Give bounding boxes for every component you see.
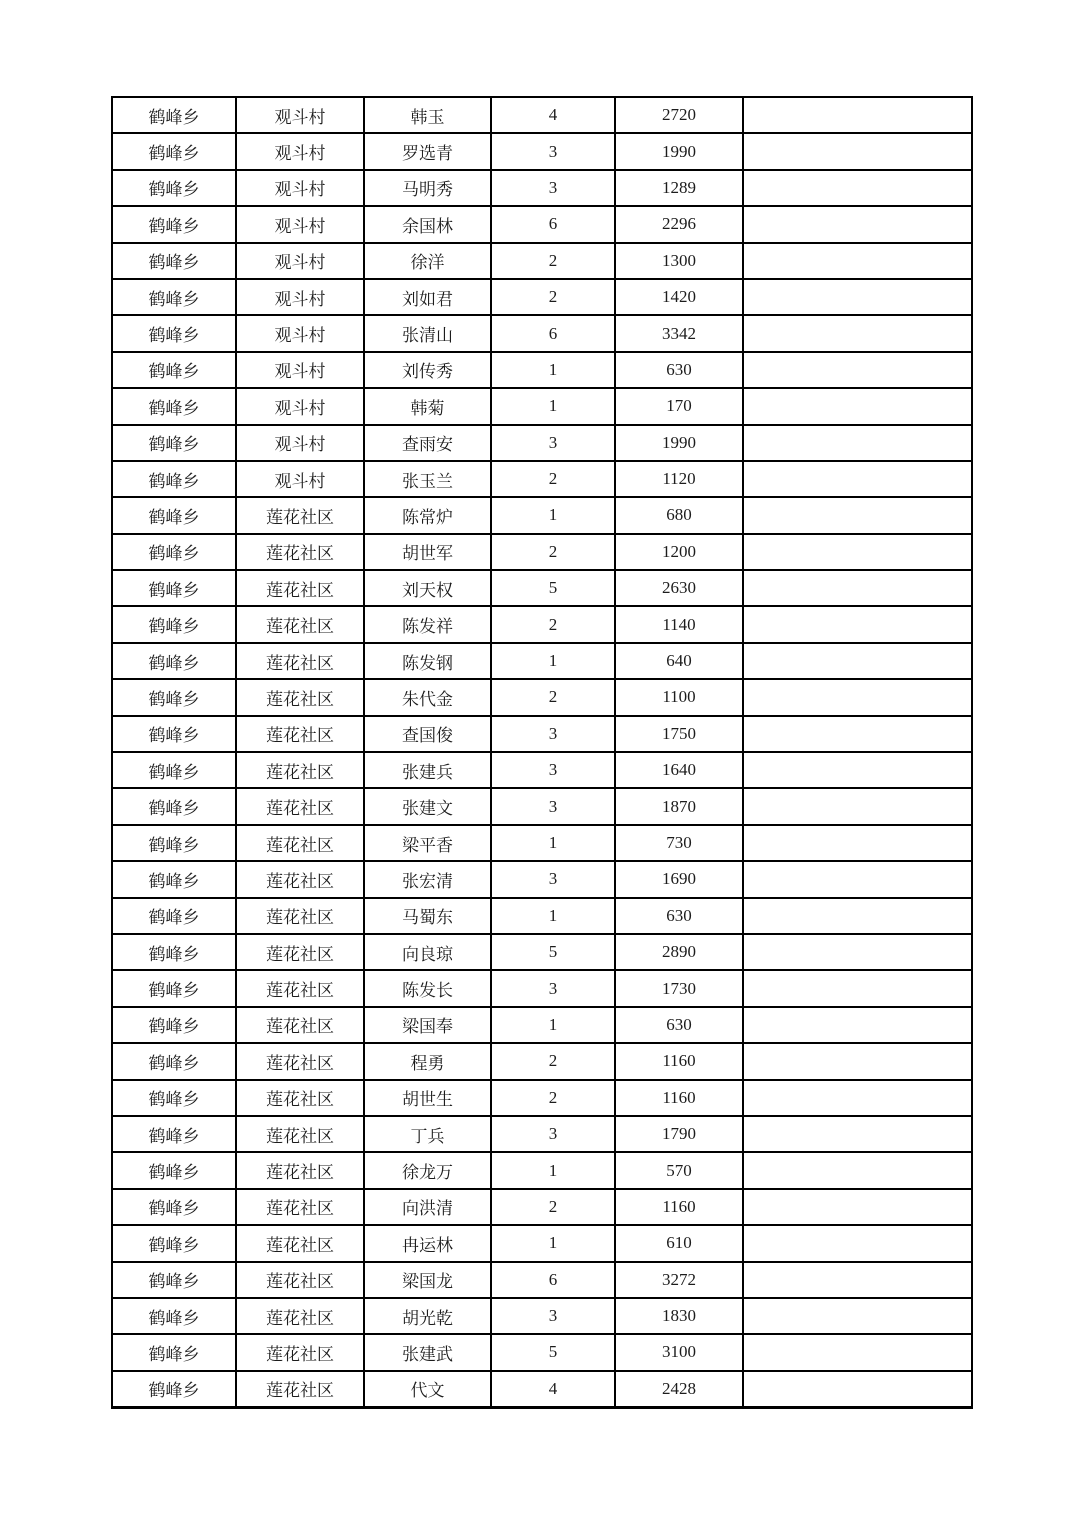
cell-amount: 1200 (615, 534, 743, 570)
cell-note (743, 606, 972, 642)
data-table (111, 96, 973, 1409)
cell-amount: 1420 (615, 279, 743, 315)
cell-count: 6 (491, 1262, 615, 1298)
cell-township: 鹤峰乡 (112, 970, 236, 1006)
cell-township: 鹤峰乡 (112, 97, 236, 133)
cell-village: 莲花社区 (236, 825, 364, 861)
cell-count: 1 (491, 825, 615, 861)
cell-note (743, 679, 972, 715)
cell-village: 观斗村 (236, 243, 364, 279)
cell-note (743, 1152, 972, 1188)
cell-name: 胡世军 (364, 534, 491, 570)
cell-township: 鹤峰乡 (112, 1371, 236, 1408)
cell-amount: 1830 (615, 1298, 743, 1334)
cell-township: 鹤峰乡 (112, 388, 236, 424)
cell-count: 2 (491, 279, 615, 315)
cell-count: 2 (491, 1080, 615, 1116)
cell-township: 鹤峰乡 (112, 1152, 236, 1188)
cell-count: 2 (491, 606, 615, 642)
cell-note (743, 206, 972, 242)
cell-note (743, 534, 972, 570)
cell-name: 张玉兰 (364, 461, 491, 497)
cell-village: 观斗村 (236, 352, 364, 388)
cell-name: 刘如君 (364, 279, 491, 315)
cell-amount: 570 (615, 1152, 743, 1188)
table-row (112, 825, 972, 861)
cell-township: 鹤峰乡 (112, 752, 236, 788)
cell-name: 程勇 (364, 1043, 491, 1079)
table-row (112, 1080, 972, 1116)
cell-amount: 1160 (615, 1080, 743, 1116)
cell-name: 向洪清 (364, 1189, 491, 1225)
cell-amount: 3342 (615, 315, 743, 351)
cell-amount: 1160 (615, 1189, 743, 1225)
cell-count: 5 (491, 570, 615, 606)
cell-count: 1 (491, 352, 615, 388)
cell-count: 2 (491, 243, 615, 279)
cell-township: 鹤峰乡 (112, 315, 236, 351)
cell-township: 鹤峰乡 (112, 1225, 236, 1261)
cell-name: 余国林 (364, 206, 491, 242)
cell-village: 莲花社区 (236, 861, 364, 897)
table-row (112, 1334, 972, 1370)
cell-village: 莲花社区 (236, 752, 364, 788)
cell-count: 2 (491, 534, 615, 570)
cell-note (743, 570, 972, 606)
cell-note (743, 279, 972, 315)
cell-amount: 1990 (615, 133, 743, 169)
cell-village: 莲花社区 (236, 1334, 364, 1370)
cell-note (743, 825, 972, 861)
cell-amount: 1990 (615, 425, 743, 461)
cell-note (743, 716, 972, 752)
cell-amount: 3100 (615, 1334, 743, 1370)
cell-amount: 630 (615, 352, 743, 388)
cell-name: 梁平香 (364, 825, 491, 861)
cell-township: 鹤峰乡 (112, 170, 236, 206)
cell-name: 张建文 (364, 788, 491, 824)
cell-township: 鹤峰乡 (112, 279, 236, 315)
cell-name: 张建兵 (364, 752, 491, 788)
cell-name: 马明秀 (364, 170, 491, 206)
cell-note (743, 133, 972, 169)
cell-count: 4 (491, 97, 615, 133)
cell-township: 鹤峰乡 (112, 898, 236, 934)
cell-village: 莲花社区 (236, 534, 364, 570)
cell-township: 鹤峰乡 (112, 352, 236, 388)
cell-note (743, 461, 972, 497)
cell-note (743, 1225, 972, 1261)
cell-count: 1 (491, 1007, 615, 1043)
cell-amount: 2296 (615, 206, 743, 242)
cell-village: 莲花社区 (236, 1298, 364, 1334)
cell-township: 鹤峰乡 (112, 1189, 236, 1225)
cell-note (743, 1043, 972, 1079)
cell-note (743, 934, 972, 970)
table-row (112, 1007, 972, 1043)
cell-amount: 1300 (615, 243, 743, 279)
cell-township: 鹤峰乡 (112, 643, 236, 679)
cell-note (743, 1007, 972, 1043)
cell-count: 3 (491, 752, 615, 788)
table-row (112, 643, 972, 679)
table-row (112, 934, 972, 970)
cell-township: 鹤峰乡 (112, 534, 236, 570)
cell-village: 莲花社区 (236, 934, 364, 970)
cell-note (743, 315, 972, 351)
cell-township: 鹤峰乡 (112, 206, 236, 242)
cell-name: 冉运林 (364, 1225, 491, 1261)
cell-name: 张清山 (364, 315, 491, 351)
cell-township: 鹤峰乡 (112, 1080, 236, 1116)
table-row (112, 570, 972, 606)
cell-township: 鹤峰乡 (112, 716, 236, 752)
cell-note (743, 1371, 972, 1408)
cell-village: 观斗村 (236, 388, 364, 424)
cell-amount: 1750 (615, 716, 743, 752)
cell-village: 莲花社区 (236, 716, 364, 752)
cell-township: 鹤峰乡 (112, 934, 236, 970)
cell-name: 向良琼 (364, 934, 491, 970)
cell-name: 查雨安 (364, 425, 491, 461)
cell-village: 莲花社区 (236, 1189, 364, 1225)
cell-amount: 1640 (615, 752, 743, 788)
cell-note (743, 425, 972, 461)
cell-amount: 630 (615, 1007, 743, 1043)
cell-amount: 2890 (615, 934, 743, 970)
cell-count: 3 (491, 425, 615, 461)
cell-note (743, 170, 972, 206)
cell-note (743, 898, 972, 934)
cell-village: 莲花社区 (236, 643, 364, 679)
cell-amount: 1120 (615, 461, 743, 497)
cell-note (743, 388, 972, 424)
cell-amount: 1100 (615, 679, 743, 715)
cell-village: 观斗村 (236, 170, 364, 206)
table-row (112, 679, 972, 715)
cell-note (743, 1116, 972, 1152)
cell-count: 4 (491, 1371, 615, 1408)
cell-township: 鹤峰乡 (112, 1043, 236, 1079)
cell-note (743, 1334, 972, 1370)
table-row (112, 716, 972, 752)
cell-amount: 730 (615, 825, 743, 861)
cell-count: 5 (491, 1334, 615, 1370)
cell-note (743, 97, 972, 133)
cell-township: 鹤峰乡 (112, 133, 236, 169)
cell-amount: 3272 (615, 1262, 743, 1298)
table-row (112, 133, 972, 169)
cell-name: 陈发钢 (364, 643, 491, 679)
cell-count: 3 (491, 1116, 615, 1152)
cell-village: 观斗村 (236, 97, 364, 133)
cell-amount: 1870 (615, 788, 743, 824)
cell-note (743, 752, 972, 788)
table-row (112, 606, 972, 642)
cell-amount: 640 (615, 643, 743, 679)
table-row (112, 1225, 972, 1261)
cell-township: 鹤峰乡 (112, 570, 236, 606)
cell-note (743, 861, 972, 897)
cell-note (743, 1262, 972, 1298)
cell-amount: 1690 (615, 861, 743, 897)
cell-name: 韩玉 (364, 97, 491, 133)
cell-name: 胡世生 (364, 1080, 491, 1116)
cell-village: 莲花社区 (236, 1080, 364, 1116)
cell-township: 鹤峰乡 (112, 679, 236, 715)
cell-village: 观斗村 (236, 133, 364, 169)
table-row (112, 1043, 972, 1079)
cell-note (743, 1298, 972, 1334)
cell-count: 6 (491, 206, 615, 242)
cell-name: 张宏清 (364, 861, 491, 897)
cell-township: 鹤峰乡 (112, 606, 236, 642)
cell-count: 2 (491, 1043, 615, 1079)
cell-note (743, 1080, 972, 1116)
cell-village: 莲花社区 (236, 1262, 364, 1298)
cell-township: 鹤峰乡 (112, 1334, 236, 1370)
cell-township: 鹤峰乡 (112, 861, 236, 897)
cell-name: 罗选青 (364, 133, 491, 169)
cell-village: 莲花社区 (236, 606, 364, 642)
cell-note (743, 1189, 972, 1225)
cell-count: 1 (491, 898, 615, 934)
cell-count: 2 (491, 1189, 615, 1225)
table-row (112, 1152, 972, 1188)
table-row (112, 534, 972, 570)
cell-note (743, 352, 972, 388)
cell-township: 鹤峰乡 (112, 1007, 236, 1043)
cell-name: 梁国奉 (364, 1007, 491, 1043)
cell-name: 朱代金 (364, 679, 491, 715)
table-row (112, 461, 972, 497)
table-row (112, 1189, 972, 1225)
cell-amount: 610 (615, 1225, 743, 1261)
cell-count: 3 (491, 970, 615, 1006)
cell-name: 徐洋 (364, 243, 491, 279)
cell-name: 陈发祥 (364, 606, 491, 642)
cell-count: 3 (491, 788, 615, 824)
cell-village: 莲花社区 (236, 898, 364, 934)
cell-village: 莲花社区 (236, 1371, 364, 1408)
cell-name: 马蜀东 (364, 898, 491, 934)
table-row (112, 279, 972, 315)
cell-name: 陈发长 (364, 970, 491, 1006)
cell-name: 韩菊 (364, 388, 491, 424)
cell-count: 1 (491, 643, 615, 679)
cell-village: 莲花社区 (236, 679, 364, 715)
table-row (112, 388, 972, 424)
table-row (112, 170, 972, 206)
cell-name: 胡光乾 (364, 1298, 491, 1334)
cell-name: 查国俊 (364, 716, 491, 752)
cell-note (743, 970, 972, 1006)
cell-count: 1 (491, 497, 615, 533)
cell-township: 鹤峰乡 (112, 461, 236, 497)
cell-name: 代文 (364, 1371, 491, 1408)
cell-village: 莲花社区 (236, 1007, 364, 1043)
cell-amount: 1730 (615, 970, 743, 1006)
cell-village: 观斗村 (236, 206, 364, 242)
table-row (112, 243, 972, 279)
table-row (112, 898, 972, 934)
table-row (112, 788, 972, 824)
cell-amount: 2720 (615, 97, 743, 133)
cell-count: 2 (491, 679, 615, 715)
cell-name: 张建武 (364, 1334, 491, 1370)
cell-village: 莲花社区 (236, 1116, 364, 1152)
cell-count: 1 (491, 1225, 615, 1261)
cell-count: 2 (491, 461, 615, 497)
cell-name: 徐龙万 (364, 1152, 491, 1188)
cell-amount: 1289 (615, 170, 743, 206)
table-row (112, 97, 972, 133)
cell-township: 鹤峰乡 (112, 243, 236, 279)
cell-village: 观斗村 (236, 279, 364, 315)
cell-note (743, 497, 972, 533)
cell-village: 莲花社区 (236, 1225, 364, 1261)
cell-amount: 680 (615, 497, 743, 533)
cell-village: 观斗村 (236, 315, 364, 351)
table-row (112, 752, 972, 788)
cell-note (743, 788, 972, 824)
cell-village: 莲花社区 (236, 1043, 364, 1079)
cell-name: 梁国龙 (364, 1262, 491, 1298)
table-row (112, 425, 972, 461)
table-row (112, 1298, 972, 1334)
table-row (112, 1116, 972, 1152)
table-row (112, 315, 972, 351)
cell-count: 3 (491, 133, 615, 169)
cell-name: 陈常炉 (364, 497, 491, 533)
cell-name: 刘天权 (364, 570, 491, 606)
table-row (112, 497, 972, 533)
cell-amount: 2630 (615, 570, 743, 606)
cell-count: 3 (491, 861, 615, 897)
cell-count: 1 (491, 1152, 615, 1188)
cell-count: 3 (491, 170, 615, 206)
cell-township: 鹤峰乡 (112, 1298, 236, 1334)
cell-village: 莲花社区 (236, 788, 364, 824)
table-row (112, 1262, 972, 1298)
cell-count: 3 (491, 716, 615, 752)
cell-township: 鹤峰乡 (112, 425, 236, 461)
cell-amount: 1790 (615, 1116, 743, 1152)
cell-township: 鹤峰乡 (112, 825, 236, 861)
cell-amount: 2428 (615, 1371, 743, 1408)
cell-village: 莲花社区 (236, 1152, 364, 1188)
table-row (112, 861, 972, 897)
cell-village: 莲花社区 (236, 970, 364, 1006)
table-row (112, 1371, 972, 1408)
cell-note (743, 243, 972, 279)
cell-township: 鹤峰乡 (112, 788, 236, 824)
cell-name: 刘传秀 (364, 352, 491, 388)
cell-village: 观斗村 (236, 461, 364, 497)
cell-village: 观斗村 (236, 425, 364, 461)
cell-count: 1 (491, 388, 615, 424)
cell-name: 丁兵 (364, 1116, 491, 1152)
cell-count: 6 (491, 315, 615, 351)
cell-amount: 1140 (615, 606, 743, 642)
table-row (112, 206, 972, 242)
cell-township: 鹤峰乡 (112, 1116, 236, 1152)
cell-amount: 630 (615, 898, 743, 934)
table-row (112, 970, 972, 1006)
cell-township: 鹤峰乡 (112, 1262, 236, 1298)
cell-count: 3 (491, 1298, 615, 1334)
cell-amount: 170 (615, 388, 743, 424)
cell-township: 鹤峰乡 (112, 497, 236, 533)
cell-note (743, 643, 972, 679)
cell-amount: 1160 (615, 1043, 743, 1079)
cell-village: 莲花社区 (236, 570, 364, 606)
cell-village: 莲花社区 (236, 497, 364, 533)
table-row (112, 352, 972, 388)
cell-count: 5 (491, 934, 615, 970)
